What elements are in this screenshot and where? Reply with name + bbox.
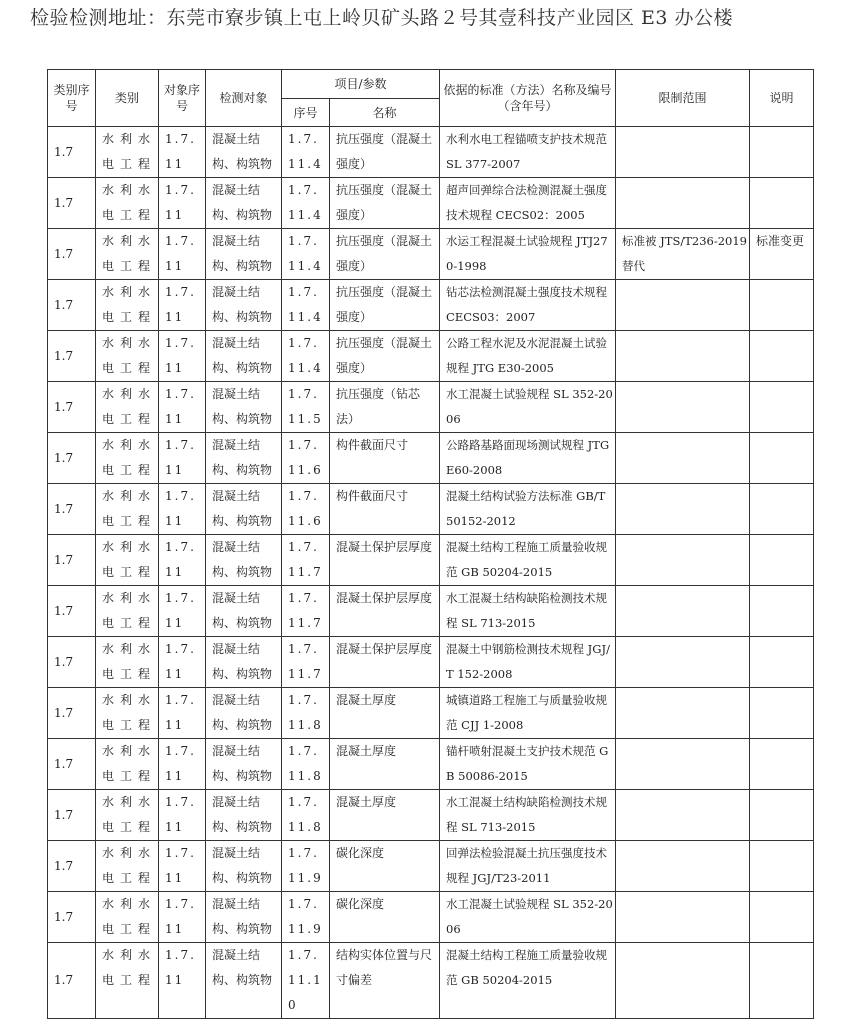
cell-limit [616,382,750,433]
cell-item-name: 混凝土厚度 [330,688,440,739]
table-row [48,382,814,433]
cell-category-seq: 1.7 [48,280,96,331]
cell-standard: 水工混凝土试验规程 SL 352-2006 [440,382,616,433]
cell-note [750,127,814,178]
cell-note [750,688,814,739]
cell-limit [616,280,750,331]
cell-object-seq: 1.7.11 [159,739,206,790]
table-row [48,688,814,739]
cell-item-seq: 1.7.11.4 [282,280,330,331]
table-row [48,433,814,484]
cell-object: 混凝土结构、构筑物 [206,382,282,433]
cell-category: 水利水电工程 [96,433,159,484]
cell-object-seq: 1.7.11 [159,535,206,586]
cell-item-seq: 1.7.11.7 [282,637,330,688]
cell-category: 水利水电工程 [96,586,159,637]
table-row [48,841,814,892]
cell-object: 混凝土结构、构筑物 [206,433,282,484]
table-row [48,586,814,637]
cell-item-seq: 1.7.11.4 [282,127,330,178]
cell-item-name: 混凝土厚度 [330,739,440,790]
cell-standard: 混凝土中钢筋检测技术规程 JGJ/T 152-2008 [440,637,616,688]
cell-object-seq: 1.7.11 [159,178,206,229]
cell-standard: 混凝土结构工程施工质量验收规范 GB 50204-2015 [440,943,616,1019]
cell-category: 水利水电工程 [96,484,159,535]
cell-object: 混凝土结构、构筑物 [206,892,282,943]
cell-object-seq: 1.7.11 [159,127,206,178]
cell-note [750,586,814,637]
cell-note [750,280,814,331]
cell-limit [616,586,750,637]
table-row [48,229,814,280]
cell-object-seq: 1.7.11 [159,433,206,484]
cell-standard: 公路路基路面现场测试规程 JTG E60-2008 [440,433,616,484]
cell-item-name: 碳化深度 [330,841,440,892]
cell-category: 水利水电工程 [96,280,159,331]
qualification-table [47,69,814,1019]
table-row [48,637,814,688]
cell-object: 混凝土结构、构筑物 [206,229,282,280]
cell-standard: 水工混凝土结构缺陷检测技术规程 SL 713-2015 [440,790,616,841]
cell-standard: 水工混凝土试验规程 SL 352-2006 [440,892,616,943]
cell-object: 混凝土结构、构筑物 [206,739,282,790]
table-body [48,127,814,1019]
cell-note [750,892,814,943]
cell-category-seq: 1.7 [48,178,96,229]
cell-item-name: 混凝土保护层厚度 [330,586,440,637]
cell-category: 水利水电工程 [96,229,159,280]
cell-note [750,433,814,484]
cell-object-seq: 1.7.11 [159,382,206,433]
cell-standard: 超声回弹综合法检测混凝土强度技术规程 CECS02：2005 [440,178,616,229]
cell-category-seq: 1.7 [48,943,96,1019]
cell-standard: 水工混凝土结构缺陷检测技术规程 SL 713-2015 [440,586,616,637]
cell-limit [616,178,750,229]
table-row [48,178,814,229]
cell-standard: 水运工程混凝土试验规程 JTJ270-1998 [440,229,616,280]
cell-object: 混凝土结构、构筑物 [206,484,282,535]
header-category-seq: 类别序号 [48,70,96,127]
cell-note [750,331,814,382]
cell-category-seq: 1.7 [48,127,96,178]
cell-category: 水利水电工程 [96,841,159,892]
cell-item-seq: 1.7.11.8 [282,790,330,841]
table-row [48,127,814,178]
cell-standard: 回弹法检验混凝土抗压强度技术规程 JGJ/T23-2011 [440,841,616,892]
header-category: 类别 [96,70,159,127]
cell-note [750,637,814,688]
cell-limit [616,127,750,178]
table-row [48,739,814,790]
cell-item-name: 抗压强度（钻芯法） [330,382,440,433]
cell-note [750,382,814,433]
cell-note [750,790,814,841]
cell-object: 混凝土结构、构筑物 [206,943,282,1019]
cell-category-seq: 1.7 [48,433,96,484]
cell-object-seq: 1.7.11 [159,484,206,535]
cell-category-seq: 1.7 [48,535,96,586]
header-standard: 依据的标准（方法）名称及编号（含年号） [440,70,616,127]
cell-object: 混凝土结构、构筑物 [206,586,282,637]
cell-item-seq: 1.7.11.6 [282,484,330,535]
cell-category: 水利水电工程 [96,790,159,841]
cell-category-seq: 1.7 [48,586,96,637]
cell-object-seq: 1.7.11 [159,229,206,280]
cell-item-seq: 1.7.11.5 [282,382,330,433]
cell-category-seq: 1.7 [48,688,96,739]
cell-category: 水利水电工程 [96,637,159,688]
cell-category-seq: 1.7 [48,331,96,382]
cell-item-name: 抗压强度（混凝土强度） [330,229,440,280]
cell-category-seq: 1.7 [48,484,96,535]
cell-category: 水利水电工程 [96,382,159,433]
cell-object: 混凝土结构、构筑物 [206,841,282,892]
cell-limit [616,535,750,586]
cell-limit: 标准被 JTS/T236-2019 替代 [616,229,750,280]
cell-object-seq: 1.7.11 [159,688,206,739]
cell-limit [616,688,750,739]
cell-category-seq: 1.7 [48,382,96,433]
cell-category: 水利水电工程 [96,739,159,790]
cell-item-seq: 1.7.11.9 [282,841,330,892]
header-item-seq: 序号 [282,99,330,127]
table-row [48,535,814,586]
header-item-name: 名称 [330,99,440,127]
cell-item-name: 结构实体位置与尺寸偏差 [330,943,440,1019]
cell-item-name: 混凝土厚度 [330,790,440,841]
cell-object: 混凝土结构、构筑物 [206,127,282,178]
cell-item-name: 抗压强度（混凝土强度） [330,280,440,331]
cell-object-seq: 1.7.11 [159,943,206,1019]
cell-standard: 锚杆喷射混凝土支护技术规范 GB 50086-2015 [440,739,616,790]
cell-standard: 公路工程水泥及水泥混凝土试验规程 JTG E30-2005 [440,331,616,382]
cell-category-seq: 1.7 [48,790,96,841]
cell-object: 混凝土结构、构筑物 [206,688,282,739]
cell-category: 水利水电工程 [96,892,159,943]
table-row [48,790,814,841]
page-title: 检验检测地址：东莞市寮步镇上屯上岭贝矿头路２号其壹科技产业园区 E3 办公楼 [30,7,734,29]
table-row [48,484,814,535]
cell-category-seq: 1.7 [48,637,96,688]
cell-object: 混凝土结构、构筑物 [206,280,282,331]
cell-object: 混凝土结构、构筑物 [206,535,282,586]
cell-note [750,484,814,535]
cell-object-seq: 1.7.11 [159,790,206,841]
cell-standard: 混凝土结构试验方法标准 GB/T 50152-2012 [440,484,616,535]
header-item-group: 项目/参数 [282,70,440,99]
cell-object-seq: 1.7.11 [159,586,206,637]
cell-limit [616,433,750,484]
cell-object-seq: 1.7.11 [159,841,206,892]
cell-item-name: 混凝土保护层厚度 [330,637,440,688]
header-object-seq: 对象序号 [159,70,206,127]
cell-object: 混凝土结构、构筑物 [206,790,282,841]
cell-item-seq: 1.7.11.7 [282,586,330,637]
header-limit: 限制范围 [616,70,750,127]
cell-standard: 混凝土结构工程施工质量验收规范 GB 50204-2015 [440,535,616,586]
cell-item-name: 碳化深度 [330,892,440,943]
cell-object: 混凝土结构、构筑物 [206,637,282,688]
cell-category: 水利水电工程 [96,331,159,382]
cell-category: 水利水电工程 [96,688,159,739]
table-row [48,943,814,1019]
cell-category: 水利水电工程 [96,178,159,229]
cell-item-seq: 1.7.11.4 [282,331,330,382]
cell-category-seq: 1.7 [48,739,96,790]
cell-item-seq: 1.7.11.6 [282,433,330,484]
cell-item-seq: 1.7.11.8 [282,739,330,790]
cell-category: 水利水电工程 [96,535,159,586]
cell-category-seq: 1.7 [48,892,96,943]
cell-item-seq: 1.7.11.4 [282,178,330,229]
cell-limit [616,739,750,790]
cell-note [750,943,814,1019]
cell-item-name: 构件截面尺寸 [330,484,440,535]
cell-limit [616,943,750,1019]
cell-object: 混凝土结构、构筑物 [206,331,282,382]
cell-category-seq: 1.7 [48,229,96,280]
cell-standard: 城镇道路工程施工与质量验收规范 CJJ 1-2008 [440,688,616,739]
cell-category: 水利水电工程 [96,127,159,178]
cell-object: 混凝土结构、构筑物 [206,178,282,229]
cell-item-seq: 1.7.11.10 [282,943,330,1019]
cell-item-name: 抗压强度（混凝土强度） [330,127,440,178]
cell-limit [616,331,750,382]
cell-item-seq: 1.7.11.8 [282,688,330,739]
cell-limit [616,892,750,943]
cell-item-seq: 1.7.11.7 [282,535,330,586]
cell-object-seq: 1.7.11 [159,637,206,688]
table-row [48,892,814,943]
cell-note [750,841,814,892]
header-object: 检测对象 [206,70,282,127]
cell-limit [616,484,750,535]
cell-standard: 水利水电工程锚喷支护技术规范 SL 377-2007 [440,127,616,178]
cell-item-seq: 1.7.11.4 [282,229,330,280]
cell-note [750,178,814,229]
cell-item-name: 抗压强度（混凝土强度） [330,178,440,229]
cell-item-name: 构件截面尺寸 [330,433,440,484]
cell-limit [616,841,750,892]
cell-limit [616,637,750,688]
cell-note [750,535,814,586]
cell-object-seq: 1.7.11 [159,280,206,331]
cell-item-seq: 1.7.11.9 [282,892,330,943]
table-row [48,331,814,382]
cell-limit [616,790,750,841]
cell-object-seq: 1.7.11 [159,331,206,382]
table-row [48,280,814,331]
cell-item-name: 混凝土保护层厚度 [330,535,440,586]
cell-object-seq: 1.7.11 [159,892,206,943]
cell-note: 标准变更 [750,229,814,280]
header-note: 说明 [750,70,814,127]
cell-item-name: 抗压强度（混凝土强度） [330,331,440,382]
cell-category: 水利水电工程 [96,943,159,1019]
cell-standard: 钻芯法检测混凝土强度技术规程 CECS03：2007 [440,280,616,331]
cell-category-seq: 1.7 [48,841,96,892]
cell-note [750,739,814,790]
